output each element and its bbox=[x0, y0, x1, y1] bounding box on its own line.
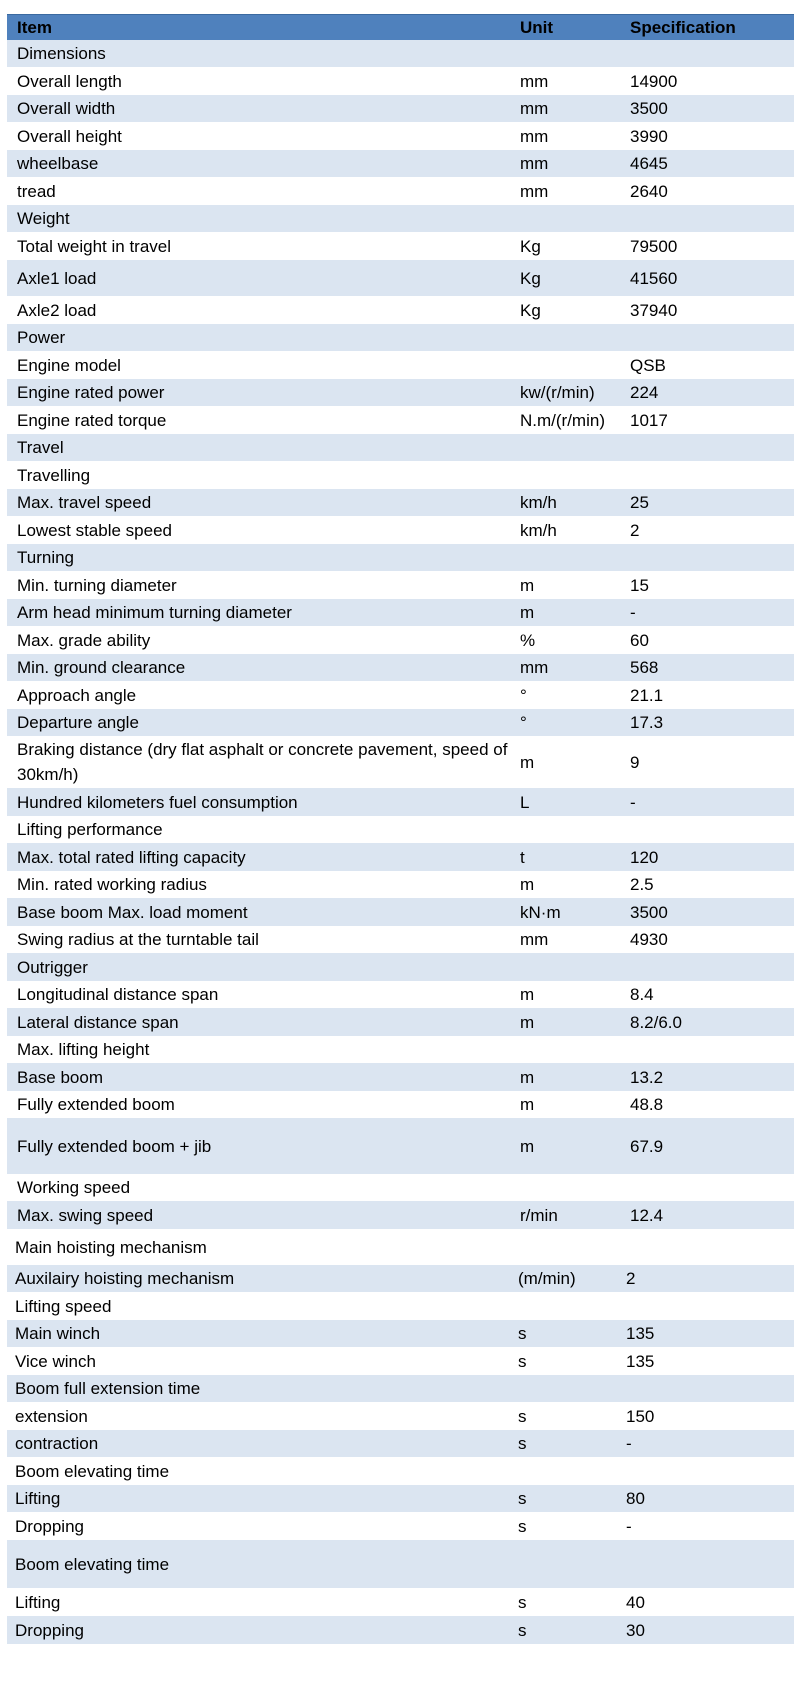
table-row bbox=[7, 816, 794, 843]
table-row bbox=[7, 351, 794, 379]
table-row bbox=[7, 1320, 794, 1347]
cell-specification: 4930 bbox=[630, 930, 668, 949]
cell-specification: 4645 bbox=[630, 154, 668, 173]
cell-specification: 2.5 bbox=[630, 875, 654, 894]
cell-unit: m bbox=[520, 875, 535, 894]
cell-specification: 41560 bbox=[630, 268, 678, 288]
cell-specification: 150 bbox=[626, 1406, 655, 1426]
table-row bbox=[7, 1512, 794, 1540]
cell-item: Engine rated power bbox=[17, 383, 165, 402]
cell-unit: mm bbox=[520, 930, 549, 949]
cell-specification: 25 bbox=[630, 493, 649, 512]
table-row bbox=[7, 898, 794, 926]
cell-specification: 224 bbox=[630, 383, 659, 402]
table-row bbox=[7, 544, 794, 571]
table-row bbox=[7, 571, 794, 599]
table-row bbox=[7, 461, 794, 489]
cell-item: Overall width bbox=[17, 99, 116, 118]
cell-item: Boom elevating time bbox=[15, 1554, 170, 1574]
table-row bbox=[7, 379, 794, 406]
cell-specification: 1017 bbox=[630, 410, 668, 430]
cell-unit: mm bbox=[520, 154, 549, 173]
cell-specification: 13.2 bbox=[630, 1067, 664, 1087]
table-row bbox=[7, 599, 794, 626]
cell-unit: mm bbox=[520, 181, 549, 201]
cell-specification: 17.3 bbox=[630, 713, 664, 732]
cell-item: Longitudinal distance span bbox=[17, 985, 219, 1004]
table-row bbox=[7, 67, 794, 95]
cell-unit: Kg bbox=[520, 236, 541, 256]
cell-item: Travelling bbox=[17, 465, 91, 485]
cell-unit: s bbox=[518, 1434, 527, 1453]
cell-item: wheelbase bbox=[17, 154, 99, 173]
table-row bbox=[7, 177, 794, 205]
table-row bbox=[7, 1008, 794, 1036]
cell-specification: - bbox=[630, 603, 636, 622]
cell-specification: 67.9 bbox=[630, 1136, 664, 1156]
cell-item: Weight bbox=[17, 209, 70, 228]
cell-specification: 3500 bbox=[630, 99, 668, 118]
cell-item: Lowest stable speed bbox=[17, 520, 172, 540]
cell-unit: mm bbox=[520, 658, 549, 677]
cell-unit: s bbox=[518, 1620, 527, 1640]
cell-unit: km/h bbox=[520, 493, 557, 512]
cell-item: Boom full extension time bbox=[15, 1379, 201, 1398]
table-row bbox=[7, 406, 794, 434]
cell-specification: 135 bbox=[626, 1351, 655, 1371]
cell-item: Departure angle bbox=[17, 713, 139, 732]
cell-unit: m bbox=[520, 1067, 535, 1087]
cell-specification: 3500 bbox=[630, 902, 668, 922]
table-row bbox=[7, 1265, 794, 1292]
table-row bbox=[7, 95, 794, 122]
cell-item: Total weight in travel bbox=[17, 236, 172, 256]
cell-specification: 3990 bbox=[630, 126, 668, 146]
cell-specification: 8.2/6.0 bbox=[630, 1012, 682, 1032]
cell-item: Lateral distance span bbox=[17, 1012, 179, 1032]
cell-unit: s bbox=[518, 1324, 527, 1343]
table-row bbox=[7, 843, 794, 871]
cell-item: Max. travel speed bbox=[17, 493, 152, 512]
cell-unit: r/min bbox=[520, 1205, 558, 1225]
spec-table bbox=[7, 14, 794, 1644]
table-row bbox=[7, 1588, 794, 1616]
cell-item: Swing radius at the turntable tail bbox=[17, 930, 259, 949]
cell-unit: mm bbox=[520, 99, 549, 118]
table-row bbox=[7, 122, 794, 150]
cell-specification: 8.4 bbox=[630, 985, 654, 1004]
table-row bbox=[7, 1229, 794, 1265]
cell-item: Max. total rated lifting capacity bbox=[17, 847, 246, 867]
table-row bbox=[7, 1616, 794, 1644]
table-row bbox=[7, 736, 794, 788]
table-row bbox=[7, 1540, 794, 1588]
table-row bbox=[7, 1036, 794, 1063]
cell-specification: QSB bbox=[630, 355, 666, 375]
column-header-specification: Specification bbox=[630, 18, 736, 37]
cell-item: Max. grade ability bbox=[17, 630, 151, 650]
table-row bbox=[7, 788, 794, 816]
table-row bbox=[7, 709, 794, 736]
cell-item: Dropping bbox=[15, 1620, 84, 1640]
cell-specification: 21.1 bbox=[630, 685, 664, 705]
cell-specification: 30 bbox=[626, 1620, 645, 1640]
table-row bbox=[7, 516, 794, 544]
cell-specification: 37940 bbox=[630, 300, 678, 320]
column-header-item: Item bbox=[17, 18, 52, 37]
cell-specification: 12.4 bbox=[630, 1205, 664, 1225]
cell-item: Base boom bbox=[17, 1067, 103, 1087]
cell-item: Lifting performance bbox=[17, 820, 163, 839]
cell-item: Dropping bbox=[15, 1516, 84, 1536]
table-row bbox=[7, 1347, 794, 1375]
cell-item: Auxilairy hoisting mechanism bbox=[15, 1269, 235, 1288]
table-row bbox=[7, 260, 794, 296]
cell-specification: 120 bbox=[630, 847, 659, 867]
cell-specification: 79500 bbox=[630, 236, 678, 256]
cell-specification: 135 bbox=[626, 1324, 655, 1343]
cell-unit: km/h bbox=[520, 520, 557, 540]
cell-item: tread bbox=[17, 181, 56, 201]
cell-unit: Kg bbox=[520, 300, 541, 320]
cell-item: Working speed bbox=[17, 1178, 131, 1197]
cell-specification: 2640 bbox=[630, 181, 668, 201]
table-row bbox=[7, 1201, 794, 1229]
cell-item: Engine model bbox=[17, 355, 121, 375]
table-row bbox=[7, 1063, 794, 1091]
cell-item: Power bbox=[17, 328, 66, 347]
table-row bbox=[7, 1402, 794, 1430]
cell-unit: s bbox=[518, 1351, 527, 1371]
cell-item: Dimensions bbox=[17, 44, 106, 63]
cell-item: Axle2 load bbox=[17, 300, 97, 320]
cell-item: Lifting bbox=[15, 1489, 61, 1508]
cell-item: contraction bbox=[15, 1434, 99, 1453]
table-row bbox=[7, 232, 794, 260]
cell-unit: mm bbox=[520, 126, 549, 146]
cell-specification: 48.8 bbox=[630, 1095, 664, 1114]
cell-unit: mm bbox=[520, 71, 549, 91]
table-row bbox=[7, 205, 794, 232]
cell-unit: m bbox=[520, 752, 535, 772]
cell-specification: 2 bbox=[630, 520, 640, 540]
cell-item: Vice winch bbox=[15, 1351, 96, 1371]
cell-item: Boom elevating time bbox=[15, 1461, 170, 1481]
table-row bbox=[7, 1457, 794, 1485]
table-row bbox=[7, 150, 794, 177]
cell-item: Axle1 load bbox=[17, 268, 97, 288]
table-row bbox=[7, 681, 794, 709]
cell-unit: s bbox=[518, 1592, 527, 1612]
cell-specification: 2 bbox=[626, 1269, 636, 1288]
cell-specification: 568 bbox=[630, 658, 659, 677]
cell-unit: m bbox=[520, 603, 535, 622]
cell-item: Base boom Max. load moment bbox=[17, 902, 248, 922]
cell-specification: 14900 bbox=[630, 71, 678, 91]
cell-unit: m bbox=[520, 1095, 535, 1114]
cell-specification: - bbox=[626, 1434, 632, 1453]
cell-item: Lifting speed bbox=[15, 1296, 112, 1316]
table-row bbox=[7, 1292, 794, 1320]
cell-item: Braking distance (dry flat asphalt or concrete pavement, speed of 30km/h) bbox=[17, 740, 508, 784]
cell-item: Main winch bbox=[15, 1324, 101, 1343]
cell-item: Arm head minimum turning diameter bbox=[17, 603, 292, 622]
cell-item: extension bbox=[15, 1406, 88, 1426]
cell-item: Min. turning diameter bbox=[17, 575, 177, 595]
cell-unit: s bbox=[518, 1516, 527, 1536]
cell-unit: Kg bbox=[520, 268, 541, 288]
cell-unit: ° bbox=[520, 713, 527, 732]
cell-specification: 40 bbox=[626, 1592, 645, 1612]
cell-item: Engine rated torque bbox=[17, 410, 167, 430]
cell-unit: m bbox=[520, 985, 535, 1004]
table-row bbox=[7, 434, 794, 461]
table-row bbox=[7, 871, 794, 898]
cell-specification: 9 bbox=[630, 752, 640, 772]
table-header bbox=[7, 14, 794, 40]
cell-item: Fully extended boom bbox=[17, 1095, 175, 1114]
cell-unit: m bbox=[520, 1136, 535, 1156]
cell-unit: L bbox=[520, 792, 530, 812]
cell-unit: s bbox=[518, 1406, 527, 1426]
cell-unit: s bbox=[518, 1489, 527, 1508]
cell-item: Max. lifting height bbox=[17, 1040, 150, 1059]
cell-item: Lifting bbox=[15, 1592, 61, 1612]
cell-item: Outrigger bbox=[17, 957, 88, 977]
table-row bbox=[7, 40, 794, 67]
cell-item: Fully extended boom + jib bbox=[17, 1136, 212, 1156]
table-row bbox=[7, 1118, 794, 1174]
cell-specification: - bbox=[630, 792, 636, 812]
cell-unit: ° bbox=[520, 685, 527, 705]
table-row bbox=[7, 1091, 794, 1118]
table-row bbox=[7, 296, 794, 324]
table-row bbox=[7, 926, 794, 953]
cell-item: Overall height bbox=[17, 126, 122, 146]
table-row bbox=[7, 324, 794, 351]
cell-unit: (m/min) bbox=[518, 1269, 576, 1288]
cell-unit: m bbox=[520, 1012, 535, 1032]
cell-item: Travel bbox=[17, 438, 64, 457]
cell-item: Min. rated working radius bbox=[17, 875, 207, 894]
table-row bbox=[7, 1430, 794, 1457]
cell-specification: 60 bbox=[630, 630, 649, 650]
cell-item: Approach angle bbox=[17, 685, 137, 705]
cell-item: Main hoisting mechanism bbox=[15, 1237, 207, 1257]
cell-item: Max. swing speed bbox=[17, 1205, 154, 1225]
cell-specification: - bbox=[626, 1516, 632, 1536]
table-row bbox=[7, 489, 794, 516]
cell-specification: 15 bbox=[630, 575, 649, 595]
table-row bbox=[7, 1375, 794, 1402]
cell-unit: m bbox=[520, 575, 535, 595]
cell-unit: % bbox=[520, 630, 536, 650]
cell-specification: 80 bbox=[626, 1489, 645, 1508]
table-row bbox=[7, 981, 794, 1008]
cell-item: Turning bbox=[17, 548, 75, 567]
table-row bbox=[7, 953, 794, 981]
cell-item: Min. ground clearance bbox=[17, 658, 186, 677]
cell-unit: kw/(r/min) bbox=[520, 383, 595, 402]
cell-item: Hundred kilometers fuel consumption bbox=[17, 792, 298, 812]
cell-item: Overall length bbox=[17, 71, 122, 91]
table-body bbox=[7, 40, 794, 1644]
table-row bbox=[7, 626, 794, 654]
table-row bbox=[7, 1174, 794, 1201]
cell-unit: t bbox=[520, 847, 525, 867]
cell-unit: kN·m bbox=[520, 902, 561, 922]
table-row bbox=[7, 1485, 794, 1512]
cell-unit: N.m/(r/min) bbox=[520, 410, 605, 430]
column-header-unit: Unit bbox=[520, 18, 554, 37]
table-row bbox=[7, 654, 794, 681]
